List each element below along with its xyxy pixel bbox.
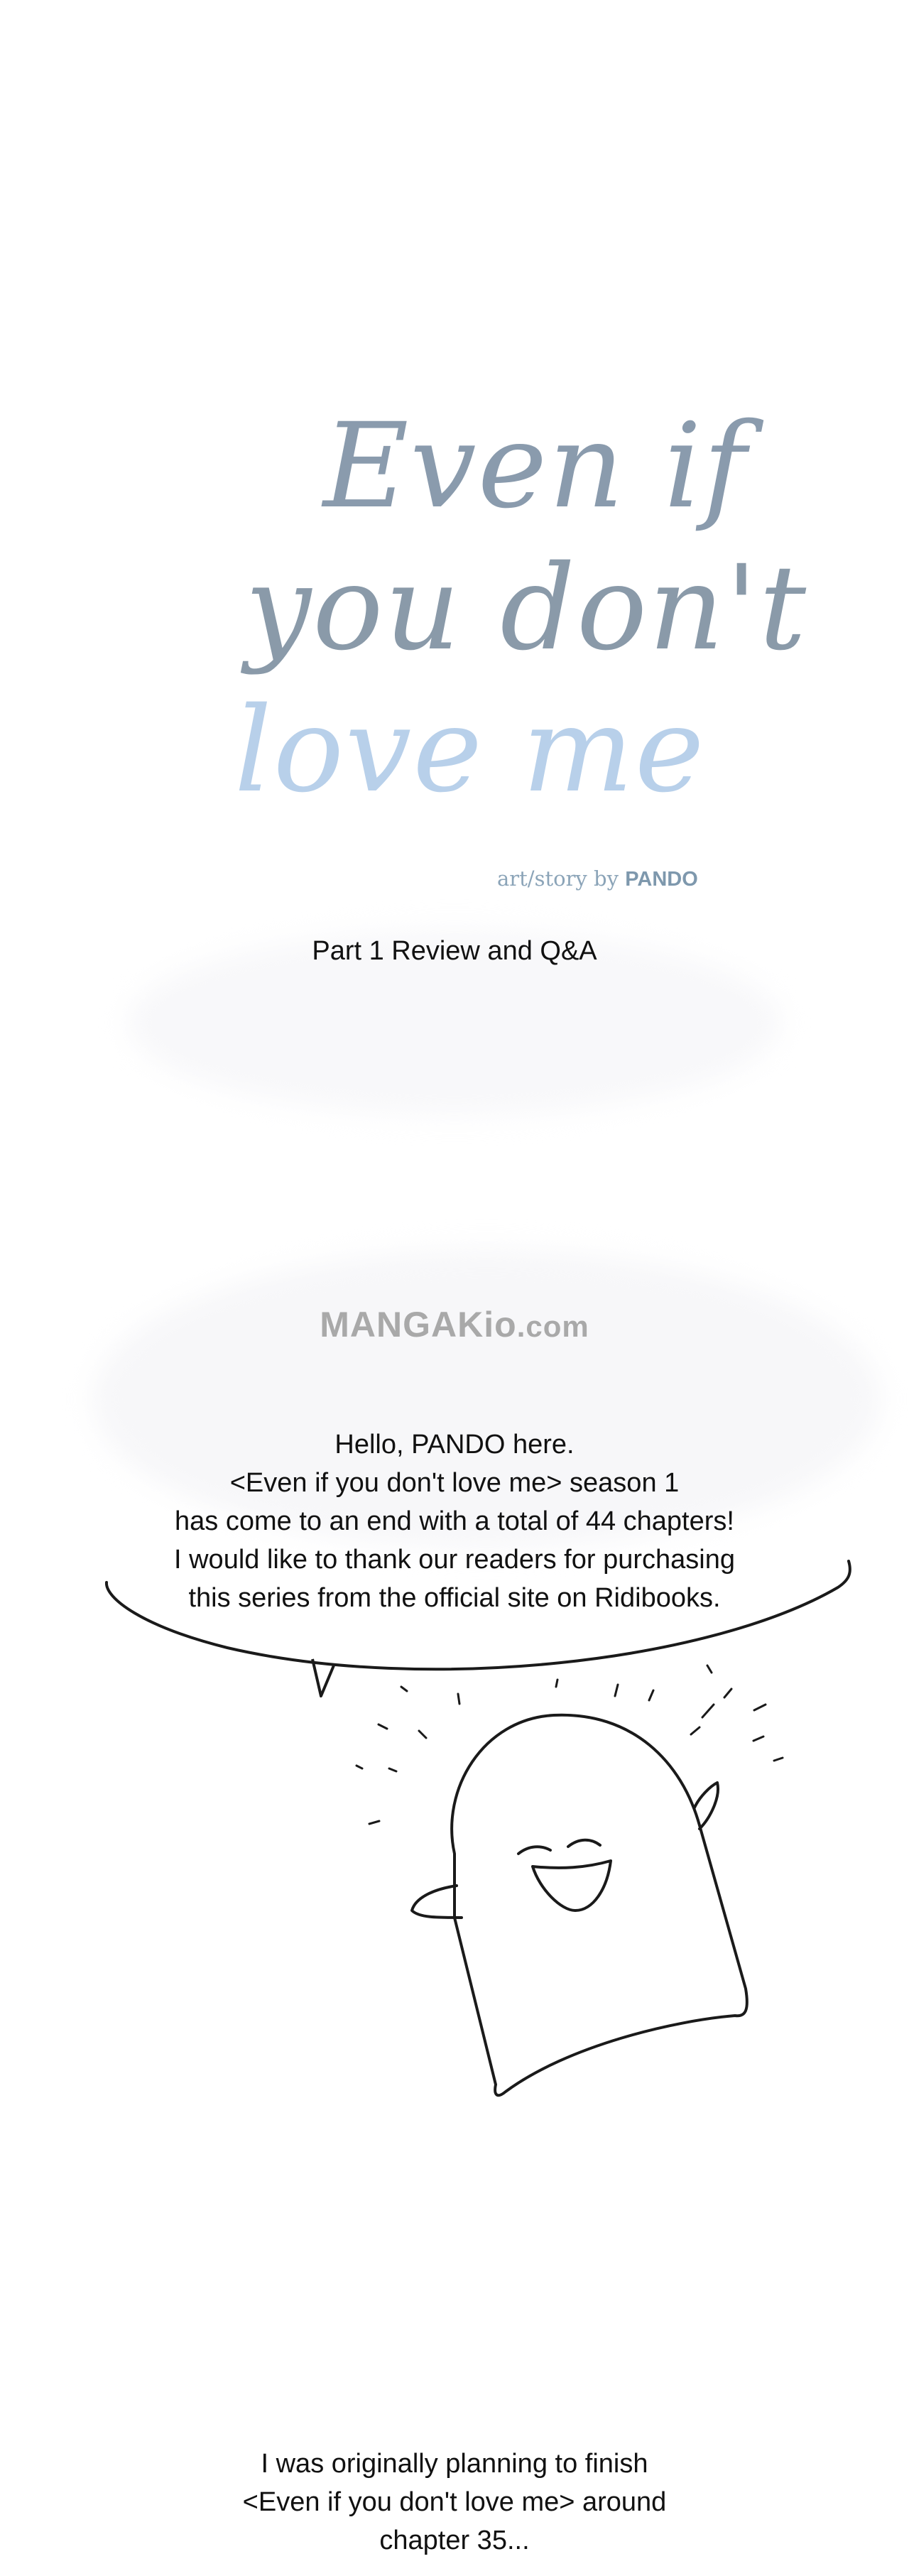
dialogue-line: this series from the official site on Ridibooks. (188, 1583, 721, 1613)
title-line-1: Even if (323, 398, 748, 534)
title-line-2: you don't (245, 540, 808, 676)
title-line-3: love me (234, 682, 706, 818)
watermark (0, 1304, 909, 1345)
speech-bubble-tail (312, 1659, 334, 1696)
dialogue-line: <Even if you don't love me> around (242, 2487, 667, 2517)
sparkle-lines-icon (356, 1665, 783, 1824)
watermark-main: MANGAKio (320, 1305, 517, 1344)
byline (497, 866, 698, 891)
dialogue-line: <Even if you don't love me> season 1 (229, 1468, 680, 1498)
dialogue-plan (0, 2445, 909, 2560)
dialogue-intro (0, 1425, 909, 1617)
dialogue-line: has come to an end with a total of 44 chapters! (175, 1506, 734, 1536)
byline-author: PANDO (625, 868, 698, 891)
happy-mascot-icon (412, 1715, 747, 2095)
section-subtitle: Part 1 Review and Q&A (312, 936, 597, 966)
byline-prefix: art/story by (497, 866, 626, 891)
dialogue-line: I would like to thank our readers for purchasing (174, 1545, 735, 1575)
watermark-suffix: .com (516, 1310, 589, 1343)
dialogue-line: Hello, PANDO here. (334, 1430, 575, 1460)
dialogue-line: I was originally planning to finish (261, 2449, 648, 2479)
dialogue-line: chapter 35... (379, 2526, 530, 2555)
